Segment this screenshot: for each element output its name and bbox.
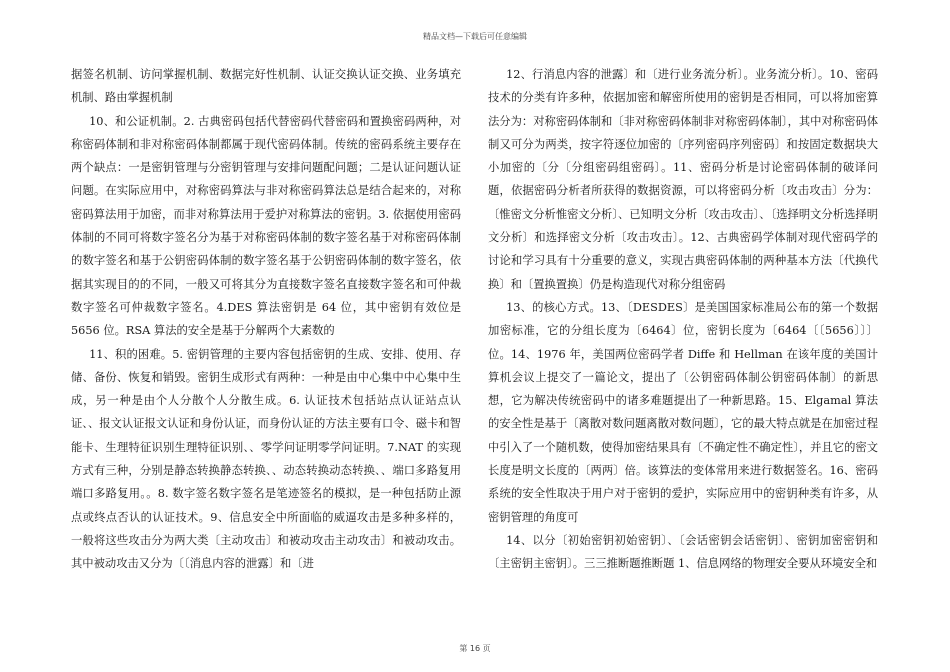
left-column <box>71 63 461 576</box>
paragraph: 14、以分〔初始密钥初始密钥〕、〔会话密钥会话密钥〕、密钥加密密钥和〔主密钥主密钥〕。三三推断题推断题 1、信息网络的物理安全要从环境安全和 <box>488 533 878 571</box>
paragraph: 据签名机制、访问掌握机制、数据完好性机制、认证交换认证交换、业务填充机制、路由掌握机制 <box>71 68 461 105</box>
page-number: 第 16 页 <box>459 644 491 653</box>
paragraph: 11、积的困难。5. 密钥管理的主要内容包括密钥的生成、安排、使用、存储、备份、恢复和销毁。密钥生成形式有两种：一种是由中心集中中心集中生成，另一种是由个人分散个人分散生成。6. 认证技术包括站点认证站点认证、、报文认证报文认证和身份认证，而身份认证的方法主要有口令、磁卡和智能卡、生理特征识别生理特征识别、、零学问证明零学问证明。7.NAT 的实现方式有三种，分别是静态转换静态转换、、动态转换动态转换、、端口多路复用端口多路复用。。8. 数字签名数字签名是笔迹签名的模拟，是一种包括防止源点或终点否认的认证技术。9、信息安全中所面临的威逼攻击是多种多样的，一般将这些攻击分为两大类〔主动攻击〕和被动攻击主动攻击〕和被动攻击。其中被动攻击又分为〔〔消息内容的泄露〕和〔进 <box>71 347 461 571</box>
paragraph: 12、行消息内容的泄露〕和〔进行业务流分析〕。业务流分析〕。10、密码技术的分类有许多种，依据加密和解密所使用的密钥是否相同，可以将加密算法分为：对称密码体制和〔非对称密码体制非对称密码体制〕，其中对称密码体制又可分为两类，按字符逐位加密的〔序列密码序列密码〕和按固定数据块大小加密的〔分〔分组密码组密码〕。11、密码分析是讨论密码体制的破译问题，依据密码分析者所获得的数据资源，可以将密码分析〔攻击攻击〕分为：〔惟密文分析惟密文分析〕、已知明文分析〔攻击攻击〕、〔选择明文分析选择明文分析〕和选择密文分析〔攻击攻击〕。12、古典密码学体制对现代密码学的讨论和学习具有十分重要的意义，实现古典密码体制的两种基本方法〔代换代换〕和〔置换置换〕仍是构造现代对称分组密码 <box>488 68 878 291</box>
paragraph: 10、和公证机制。2. 古典密码包括代替密码代替密码和置换密码两种，对称密码体制和非对称密码体制都属于现代密码体制。传统的密码系统主要存在两个缺点：一是密钥管理与分密钥管理与安排问题配问题；二是认证问题认证问题。在实际应用中，对称密码算法与非对称密码算法总是结合起来的，对称密码算法用于加密，而非对称算法用于爱护对称算法的密钥。3. 依据使用密码体制的不同可将数字签名分为基于对称密码体制的数字签名基于对称密码体制的数字签名和基于公钥密码体制的数字签名基于公钥密码体制的数字签名，依据其实现目的的不同，一般又可将其分为直接数字签名直接数字签名和可仲裁数字签名可仲裁数字签名。4.DES 算法密钥是 64 位，其中密钥有效位是 5656 位。RSA 算法的安全是基于分解两个大素数的 <box>71 114 461 338</box>
page-header: 精品文档—下载后可任意编辑 <box>423 32 527 41</box>
right-column <box>488 63 878 576</box>
paragraph: 13、的核心方式。13、〔DESDES〕是美国国家标准局公布的第一个数据加密标准，它的分组长度为〔6464〕位，密钥长度为〔6464〔〔5656〕〕〕位。14、1976 年，美国两位密码学者 Diffe 和 Hellman 在该年度的美国计算机会议上提交了一篇论文，提出了〔公钥密码体制公钥密码体制〕的新思想，它为解决传统密码中的诸多难题提出了一种新思路。15、Elgamal 算法的安全性是基于〔离散对数问题离散对数问题〕，它的最大特点就是在加密过程中引入了一个随机数，使得加密结果具有〔不确定性不确定性〕，并且它的密文长度是明文长度的〔两两〕倍。该算法的变体常用来进行数据签名。16、密码系统的安全性取决于用户对于密钥的爱护，实际应用中的密钥种类有许多，从密钥管理的角度可 <box>488 300 878 524</box>
